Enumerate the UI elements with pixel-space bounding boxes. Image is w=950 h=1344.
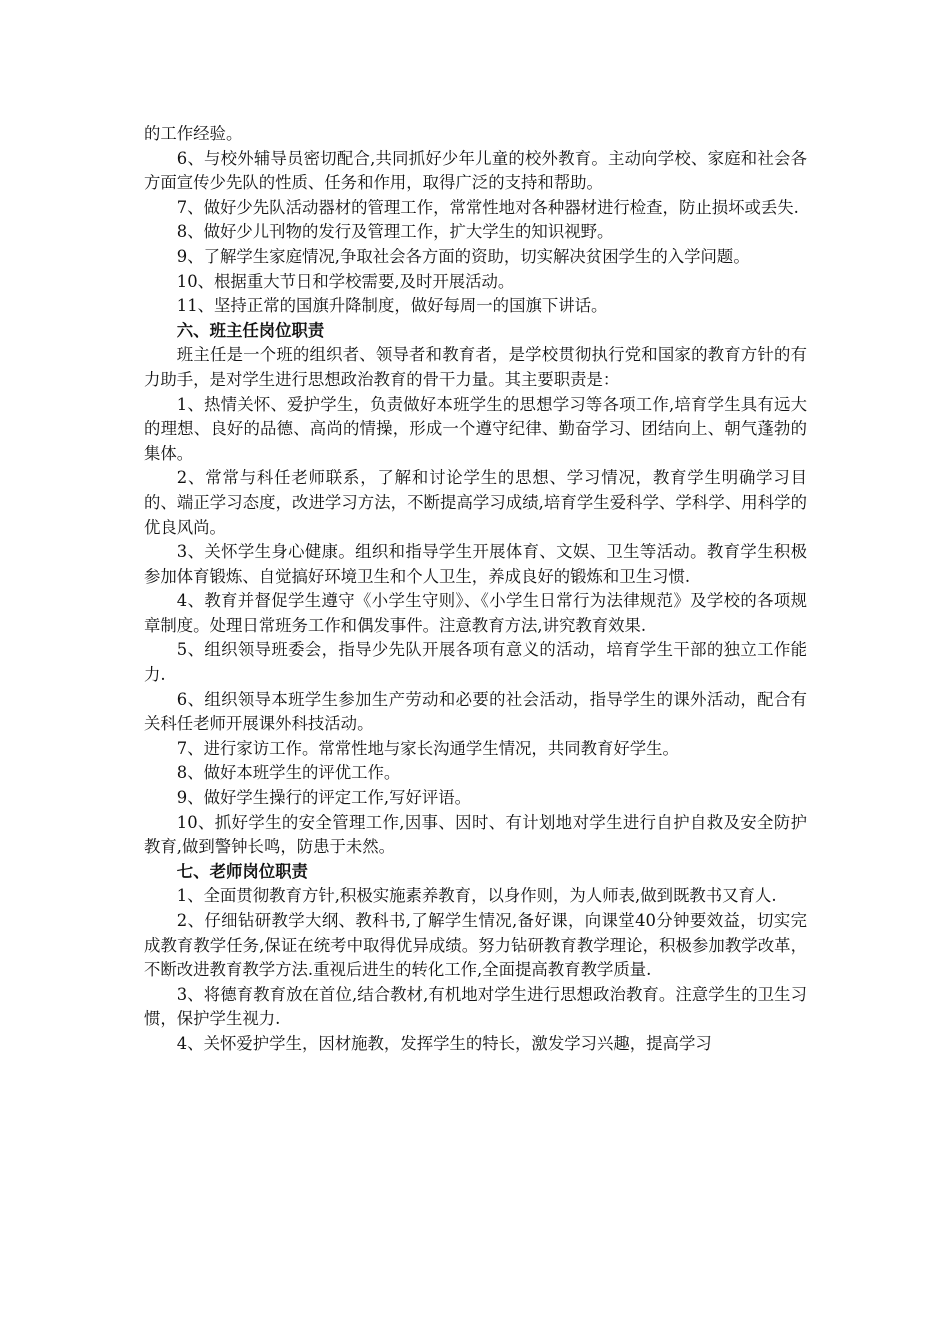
document-page — [144, 122, 807, 1057]
paragraph-class-teacher-duty-10: 10、抓好学生的安全管理工作,因事、因时、有计划地对学生进行自护自救及安全防护教育,做到警钟长鸣，防患于未然。 — [144, 812, 807, 857]
paragraph-item-11: 11、坚持正常的国旗升降制度，做好每周一的国旗下讲话。 — [176, 296, 608, 316]
paragraph-class-teacher-duty-6: 6、组织领导本班学生参加生产劳动和必要的社会活动，指导学生的课外活动，配合有关科任老师开展课外科技活动。 — [144, 689, 807, 734]
paragraph-item-10: 10、根据重大节日和学校需要,及时开展活动。 — [176, 271, 515, 291]
paragraph-continuation: 的工作经验。 — [144, 124, 243, 143]
paragraph-teacher-duty-1: 1、全面贯彻教育方针,积极实施素养教育，以身作则，为人师表,做到既教书又育人. — [176, 886, 777, 906]
section-heading-teacher: 七、老师岗位职责 — [176, 861, 308, 881]
paragraph-teacher-duty-4: 4、关怀爱护学生，因材施教，发挥学生的特长，激发学习兴趣，提高学习 — [176, 1033, 712, 1053]
paragraph-class-teacher-duty-1: 1、热情关怀、爱护学生，负责做好本班学生的思想学习等各项工作,培育学生具有远大的理想、良好的品德、高尚的情操，形成一个遵守纪律、勤奋学习、团结向上、朝气蓬勃的集体。 — [144, 394, 807, 463]
paragraph-teacher-duty-3: 3、将德育教育放在首位,结合教材,有机地对学生进行思想政治教育。注意学生的卫生习惯，保护学生视力. — [144, 984, 807, 1029]
paragraph-class-teacher-duty-5: 5、组织领导班委会，指导少先队开展各项有意义的活动，培育学生干部的独立工作能力. — [144, 640, 807, 685]
paragraph-class-teacher-duty-9: 9、做好学生操行的评定工作,写好评语。 — [176, 788, 472, 808]
paragraph-class-teacher-duty-3: 3、关怀学生身心健康。组织和指导学生开展体育、文娱、卫生等活动。教育学生积极参加体育锻炼、自觉搞好环境卫生和个人卫生，养成良好的锻炼和卫生习惯. — [144, 542, 807, 586]
paragraph-item-8: 8、做好少儿刊物的发行及管理工作，扩大学生的知识视野。 — [176, 222, 614, 242]
section-heading-class-teacher: 六、班主任岗位职责 — [176, 320, 325, 340]
paragraph-teacher-duty-2: 2、仔细钻研教学大纲、教科书,了解学生情况,备好课，向课堂40分钟要效益，切实完成教育教学任务,保证在统考中取得优异成绩。努力钻研教育教学理论，积极参加教学改革，不断改进教育教学方法.重视后进生的转化工作,全面提高教育教学质量. — [144, 911, 807, 980]
paragraph-class-teacher-duty-8: 8、做好本班学生的评优工作。 — [176, 763, 401, 783]
paragraph-class-teacher-duty-2: 2、常常与科任老师联系，了解和讨论学生的思想、学习情况，教育学生明确学习目的、端正学习态度，改进学习方法，不断提高学习成绩,培育学生爱科学、学科学、用科学的优良风尚。 — [144, 468, 807, 537]
paragraph-class-teacher-duty-4: 4、教育并督促学生遵守《小学生守则》、《小学生日常行为法律规范》及学校的各项规章制度。处理日常班务工作和偶发事件。注意教育方法,讲究教育效果. — [144, 591, 807, 635]
paragraph-class-teacher-duty-7: 7、进行家访工作。常常性地与家长沟通学生情况，共同教育好学生。 — [176, 738, 679, 758]
paragraph-item-9: 9、了解学生家庭情况,争取社会各方面的资助，切实解决贫困学生的入学问题。 — [176, 246, 750, 266]
paragraph-item-7: 7、做好少先队活动器材的管理工作，常常性地对各种器材进行检查，防止损坏或丢失. — [176, 197, 799, 217]
paragraph-intro-class-teacher: 班主任是一个班的组织者、领导者和教育者，是学校贯彻执行党和国家的教育方针的有力助手，是对学生进行思想政治教育的骨干力量。其主要职责是： — [144, 345, 807, 389]
paragraph-item-6: 6、与校外辅导员密切配合,共同抓好少年儿童的校外教育。主动向学校、家庭和社会各方面宣传少先队的性质、任务和作用，取得广泛的支持和帮助。 — [144, 148, 807, 193]
